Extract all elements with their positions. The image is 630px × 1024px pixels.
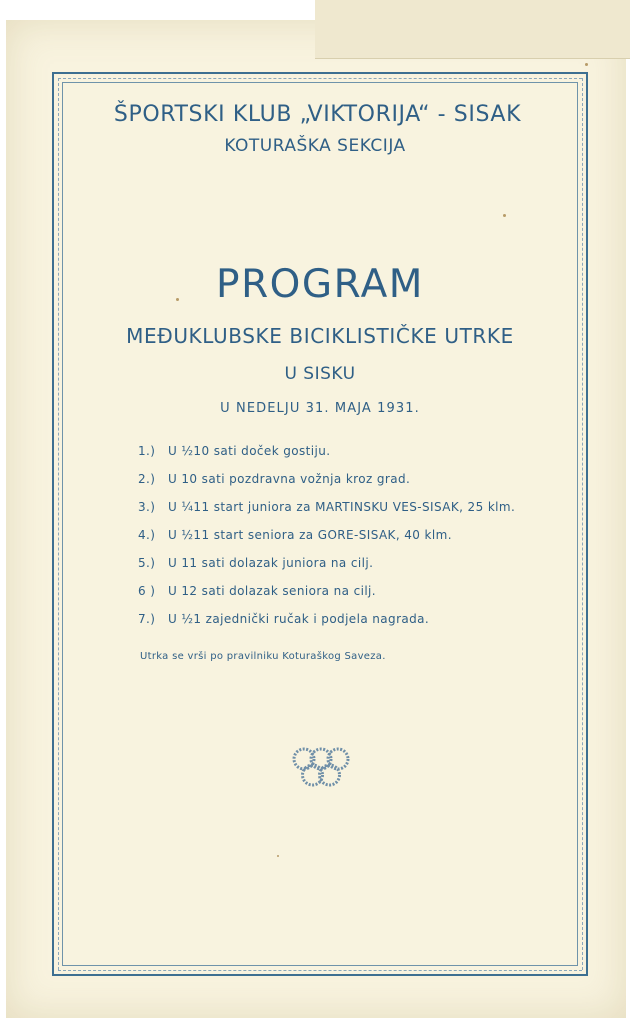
- race-title: MEĐUKLUBSKE BICIKLISTIČKE UTRKE: [126, 324, 514, 348]
- schedule-item: [138, 525, 558, 553]
- schedule-item-text: U ½10 sati doček gostiju.: [168, 444, 331, 458]
- schedule-item: [138, 469, 558, 497]
- schedule-item-number: 3.): [138, 500, 156, 514]
- race-date: U NEDELJU 31. MAJA 1931.: [220, 401, 420, 416]
- paper-speck: [176, 298, 179, 301]
- schedule-item-number: 4.): [138, 528, 156, 542]
- schedule-item-text: U 11 sati dolazak juniora na cilj.: [168, 556, 374, 570]
- paper-folded-corner: [315, 0, 630, 59]
- program-heading: PROGRAM: [216, 262, 424, 307]
- schedule-item: [138, 581, 558, 609]
- schedule-item-text: U ½1 zajednički ručak i podjela nagrada.: [168, 612, 430, 626]
- schedule-item-text: U ¼11 start juniora za MARTINSKU VES-SISAK, 25 klm.: [168, 500, 516, 514]
- schedule-item: [138, 497, 558, 525]
- paper-speck: [277, 855, 279, 857]
- border-pattern-bottom: [58, 970, 582, 971]
- border-pattern-left: [58, 78, 59, 970]
- race-location: U SISKU: [284, 364, 356, 384]
- club-name: ŠPORTSKI KLUB „VIKTORIJA“ - SISAK: [113, 102, 522, 127]
- paper-speck: [503, 214, 506, 217]
- schedule-item: [138, 609, 558, 637]
- border-pattern-right: [582, 78, 583, 970]
- schedule-item-text: U 12 sati dolazak seniora na cilj.: [168, 584, 377, 598]
- schedule-item: [138, 553, 558, 581]
- schedule-item-number: 7.): [138, 612, 156, 626]
- schedule-item-text: U 10 sati pozdravna vožnja kroz grad.: [168, 472, 411, 486]
- schedule-list: [138, 441, 558, 637]
- section-name: KOTURAŠKA SEKCIJA: [224, 136, 406, 156]
- schedule-item-number: 6 ): [138, 584, 156, 598]
- schedule-item-text: U ½11 start seniora za GORE-SISAK, 40 klm.: [168, 528, 452, 542]
- schedule-item-number: 5.): [138, 556, 156, 570]
- paper-speck: [585, 63, 588, 66]
- rules-note: Utrka se vrši po pravilniku Koturaškog Saveza.: [140, 651, 386, 662]
- schedule-item-number: 2.): [138, 472, 156, 486]
- ring-bottom-left: [303, 765, 323, 785]
- border-pattern-top: [58, 78, 582, 79]
- schedule-item: [138, 441, 558, 469]
- ring-top-left: [294, 749, 314, 769]
- schedule-item-number: 1.): [138, 444, 156, 458]
- olympic-rings-icon: [292, 744, 350, 792]
